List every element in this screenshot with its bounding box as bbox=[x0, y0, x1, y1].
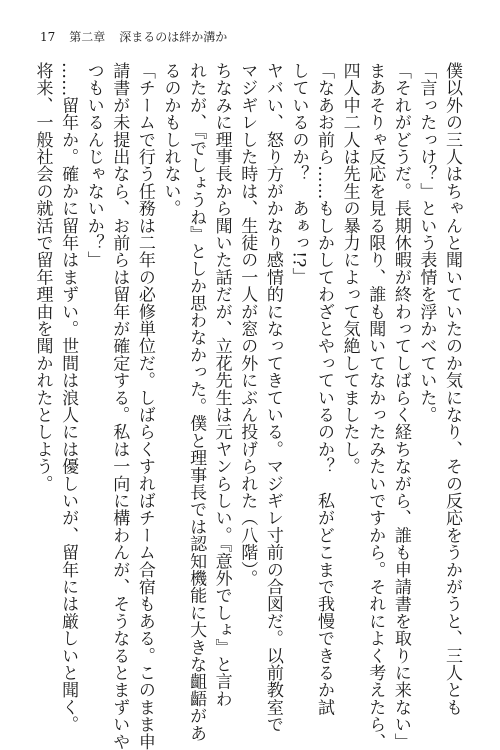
text-line: しているのか？ あぁっ!?」 bbox=[288, 62, 309, 285]
text-line: るのかもしれない。 bbox=[160, 62, 181, 217]
text-line: 将来、一般社会の就活で留年理由を聞かれたとしよう。 bbox=[32, 62, 53, 492]
text-line: 四人中二人は先生の暴力によって気絶してましたし。 bbox=[339, 62, 360, 475]
text-line: 「それがどうだ。長期休暇が終わってしばらく経ちながら、誰も申請書を取りに来ない」 bbox=[390, 62, 411, 750]
page-number: 17 bbox=[40, 30, 56, 44]
text-line: 請書が未提出なら、お前らは留年が確定する。私は一向に構わんが、そうなるとまずいや bbox=[109, 62, 130, 750]
text-line: まあそりゃ反応を見る限り、誰も聞いてなかったみたいですから。それによく考えたら、 bbox=[365, 62, 386, 750]
text-line: マジギレした時は、生徒の一人が窓の外にぶん投げられた（八階）。 bbox=[237, 62, 258, 587]
text-line: 僕以外の三人はちゃんと聞いていたのか気になり、その反応をうかがうと、三人とも bbox=[442, 62, 462, 716]
chapter-label: 第二章 bbox=[69, 30, 106, 44]
text-line: 「チームで行う任務は二年の必修単位だ。しばらくすればチーム合宿もある。このまま申 bbox=[134, 62, 155, 750]
text-line: 「なあお前ら……もしかしてわざとやっているのか？ 私がどこまで我慢できるか試 bbox=[314, 62, 335, 716]
chapter-title: 深まるのは絆か溝か bbox=[119, 30, 228, 44]
text-line: 「言ったっけ？」という表情を浮かべていた。 bbox=[416, 62, 437, 424]
text-line: ちなみに理事長から聞いた話だが、立花先生は元ヤンらしい。『意外でしょ』と言わ bbox=[211, 62, 232, 708]
text-line: れたが、『でしょうね』としか思わなかった。僕と理事長では認知機能に大きな齟齬があ bbox=[186, 62, 207, 742]
text-line: ヤバい、怒り方がかなり感情的になってきている。マジギレ寸前の合図だ。以前教室で bbox=[262, 62, 283, 733]
page-header bbox=[40, 28, 227, 45]
vertical-text-body bbox=[32, 62, 464, 750]
text-line: ……留年か。確かに留年はまずい。世間は浪人には優しいが、留年には厳しいと聞く。 bbox=[58, 62, 79, 733]
text-line: つもいるんじゃないか？」 bbox=[83, 62, 104, 269]
